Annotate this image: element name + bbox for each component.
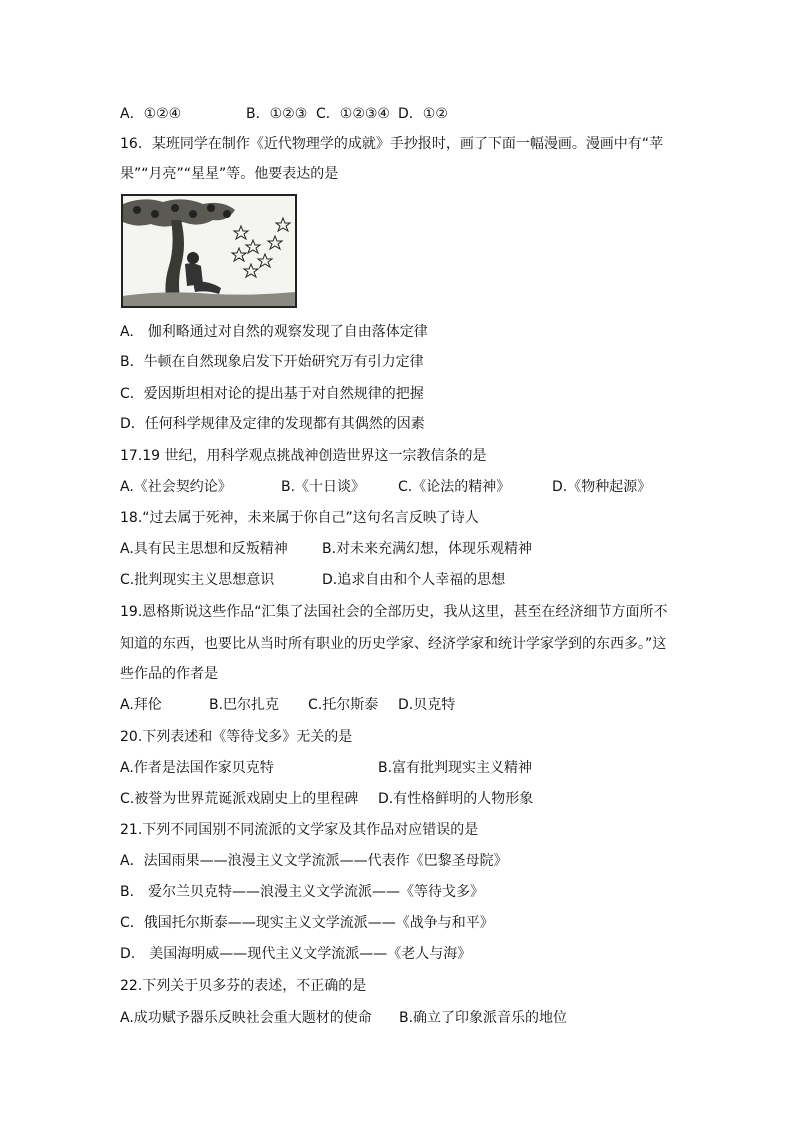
q17-option-d: D.《物种起源》 <box>552 479 652 495</box>
q22-option-b: B.确立了印象派音乐的地位 <box>399 1010 568 1026</box>
q17-option-a: A.《社会契约论》 <box>120 479 232 495</box>
q16-stem-line1: 16．某班同学在制作《近代物理学的成就》手抄报时，画了下面一幅漫画。漫画中有“苹 <box>120 136 664 152</box>
q19-option-d: D.贝克特 <box>398 697 456 713</box>
q18-option-c: C.批判现实主义思想意识 <box>120 572 275 588</box>
q21-option-b: B. 爱尔兰贝克特——浪漫主义文学流派——《等待戈多》 <box>120 884 485 900</box>
q19-stem-line2: 知道的东西，也要比从当时所有职业的历史学家、经济学家和统计学家学到的东西多。”这 <box>120 636 667 652</box>
q18-option-d: D.追求自由和个人幸福的思想 <box>322 572 506 588</box>
q16-option-c: C．爱因斯坦相对论的提出基于对自然规律的把握 <box>120 386 424 402</box>
q16-option-d: D．任何科学规律及定律的发现都有其偶然的因素 <box>120 416 425 432</box>
q18-stem: 18.“过去属于死神，未来属于你自己”这句名言反映了诗人 <box>120 510 479 526</box>
q16-stem-line2: 果”“月亮”“星星”等。他要表达的是 <box>120 166 339 182</box>
q21-stem: 21.下列不同国别不同流派的文学家及其作品对应错误的是 <box>120 822 479 838</box>
q15-option-c: C．①②③④ <box>316 106 390 122</box>
q20-stem: 20.下列表述和《等待戈多》无关的是 <box>120 729 353 745</box>
q16-option-b: B．牛顿在自然现象启发下开始研究万有引力定律 <box>120 354 424 370</box>
q22-stem: 22.下列关于贝多芬的表述，不正确的是 <box>120 978 367 994</box>
q19-stem-line1: 19.恩格斯说这些作品“汇集了法国社会的全部历史，我从这里，甚至在经济细节方面所不 <box>120 604 668 620</box>
q21-option-a: A．法国雨果——浪漫主义文学流派——代表作《巴黎圣母院》 <box>120 853 508 869</box>
q20-option-a: A.作者是法国作家贝克特 <box>120 760 274 776</box>
q19-option-b: B.巴尔扎克 <box>209 697 280 713</box>
q17-option-b: B.《十日谈》 <box>281 479 366 495</box>
q17-option-c: C.《论法的精神》 <box>398 479 511 495</box>
newton-apple-tree-illustration <box>121 194 297 308</box>
q22-option-a: A.成功赋予器乐反映社会重大题材的使命 <box>120 1010 372 1026</box>
q21-option-d: D. 美国海明威——现代主义文学流派——《老人与海》 <box>120 946 472 962</box>
q19-stem-line3: 些作品的作者是 <box>120 666 218 682</box>
q16-option-a: A. 伽利略通过对自然的观察发现了自由落体定律 <box>120 324 428 340</box>
q19-option-a: A.拜伦 <box>120 697 162 713</box>
q15-option-d: D．①② <box>398 106 448 122</box>
q20-option-d: D.有性格鲜明的人物形象 <box>378 791 534 807</box>
q21-option-c: C．俄国托尔斯泰——现实主义文学流派——《战争与和平》 <box>120 915 494 931</box>
q17-stem: 17.19 世纪，用科学观点挑战神创造世界这一宗教信条的是 <box>120 448 487 464</box>
q15-option-a: A．①②④ <box>120 106 182 122</box>
q20-option-c: C.被誉为世界荒诞派戏剧史上的里程碑 <box>120 791 359 807</box>
q20-option-b: B.富有批判现实主义精神 <box>378 760 533 776</box>
q18-option-a: A.具有民主思想和反叛精神 <box>120 541 288 557</box>
q15-option-b: B．①②③ <box>246 106 308 122</box>
q18-option-b: B.对未来充满幻想，体现乐观精神 <box>322 541 533 557</box>
q19-option-c: C.托尔斯泰 <box>308 697 379 713</box>
